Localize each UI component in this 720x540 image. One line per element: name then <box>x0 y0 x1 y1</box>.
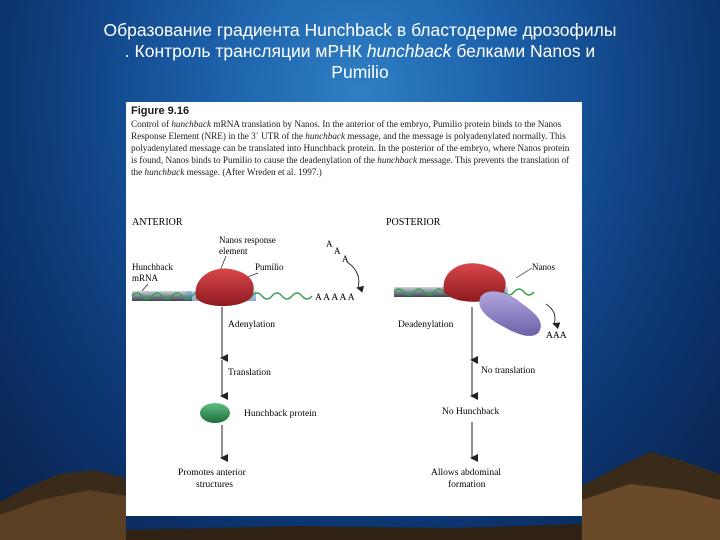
title-line-3: Pumilio <box>331 62 389 82</box>
anterior-outcome-2: structures <box>196 480 233 490</box>
released-tail: AAA <box>546 331 567 341</box>
adenylation-curve-arrow <box>347 262 359 288</box>
figure-panel <box>126 102 582 516</box>
floating-a-2: A <box>334 246 341 256</box>
nanos-blob <box>479 291 541 336</box>
nanos-leader <box>516 268 532 278</box>
title-line-1: Образование градиента Hunchback в бластодерме дрозофилы <box>103 20 617 40</box>
anterior-nre-label-2: element <box>219 246 248 256</box>
anterior-heading: ANTERIOR <box>132 217 183 228</box>
title-line-2 <box>20 41 700 62</box>
figure-number: Figure 9.16 <box>131 105 190 117</box>
caption-italic: hunchback <box>171 119 212 129</box>
anterior-step-adenylation: Adenylation <box>228 320 275 330</box>
posterior-protein-label: No Hunchback <box>442 407 500 417</box>
caption-text: message. (After Wreden et al. 1997.) <box>184 167 322 177</box>
posterior-heading: POSTERIOR <box>386 217 441 228</box>
anterior-mrna-label: Hunchback <box>132 262 173 272</box>
anterior-protein-label: Hunchback protein <box>244 409 317 419</box>
nanos-label: Nanos <box>532 262 555 272</box>
caption-italic: hunchback <box>305 131 346 141</box>
caption-text: message. This prevents the translation of the <box>131 155 570 177</box>
diagram <box>126 102 582 516</box>
slide-title <box>20 20 700 83</box>
pumilio-blob <box>195 269 253 307</box>
posterior-step-deadenylation: Deadenylation <box>398 320 454 330</box>
deadenylation-curve-arrow <box>546 304 555 324</box>
caption-text: mRNA translation by Nanos. In the anterior of the embryo, Pumilio protein binds to the Nanos Response Element (NRE) in the 3´ UTR of the <box>131 119 562 141</box>
hunchback-protein-blob <box>200 403 230 423</box>
posterior-outcome-2: formation <box>448 480 486 490</box>
floating-a-3: A <box>342 254 349 264</box>
pumilio-label: Pumilio <box>255 262 284 272</box>
anterior-polya-tail: A A A A A <box>315 293 355 303</box>
anterior-outcome: Promotes anterior <box>178 468 246 478</box>
posterior-step-no-translation: No translation <box>481 366 536 376</box>
caption-text: Control of <box>131 119 172 129</box>
caption-text: message, and the message is polyadenylated normally. This polyadenylated message can be translated into Hunchback protein. In the posterior of the embryo, where Nanos protein is found, Nanos binds to Pumilio to cause the deadenylation of the <box>131 131 570 165</box>
anterior-nre-label: Nanos response <box>219 235 276 245</box>
caption-italic: hunchback <box>144 167 185 177</box>
floating-a-1: A <box>326 239 333 249</box>
caption-italic: hunchback <box>377 155 418 165</box>
title-line-2-italic: hunchback <box>366 41 452 61</box>
anterior-step-translation: Translation <box>228 368 271 378</box>
title-line-2-suffix: белками Nanos и <box>451 41 596 61</box>
anterior-mrna-label-2: mRNA <box>132 273 159 283</box>
title-line-2-prefix: . Контроль трансляции мРНК <box>124 41 367 61</box>
mrna-leader <box>142 284 148 291</box>
posterior-outcome: Allows abdominal <box>431 468 501 478</box>
